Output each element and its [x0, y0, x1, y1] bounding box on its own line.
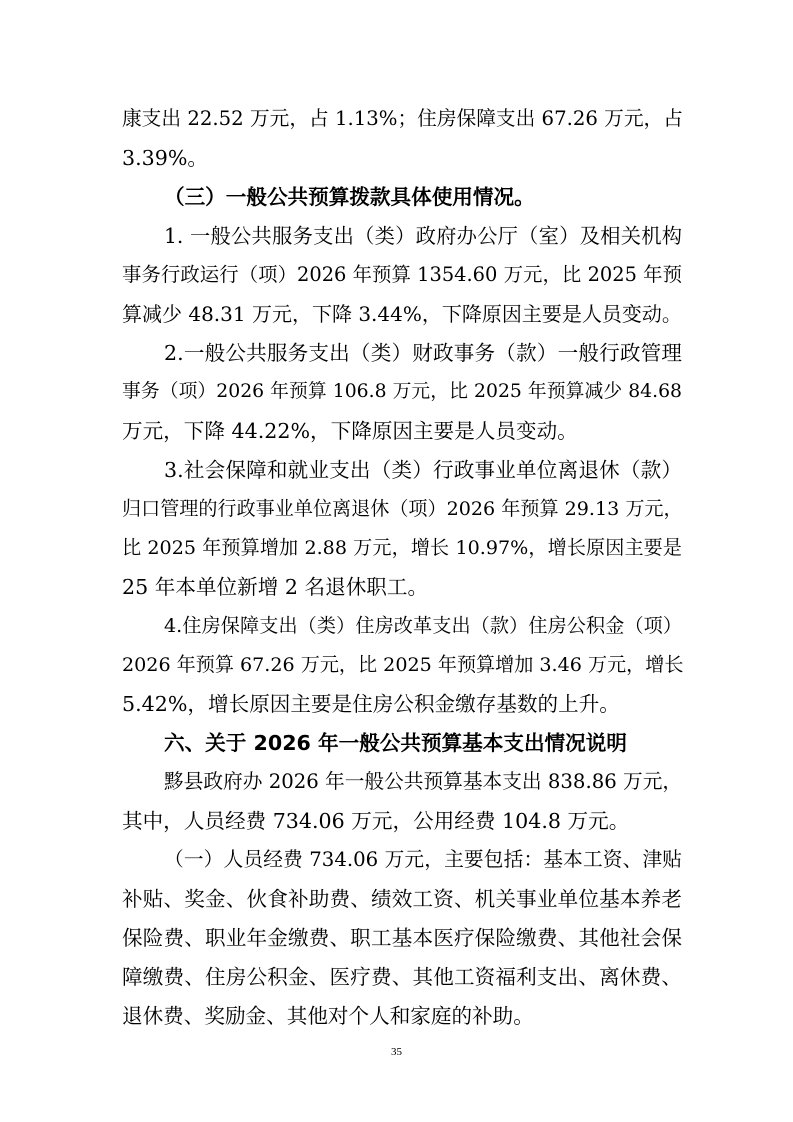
text-line-20: （一）人员经费 734.06 万元，主要包括：基本工资、津贴 [164, 848, 682, 871]
page-number: 35 [391, 1046, 402, 1058]
text-line-14: 4.住房保障支出（类）住房改革支出（款）住房公积金（项） [164, 614, 682, 637]
text-line-22: 保险费、职业年金缴费、职工基本医疗保险缴费、其他社会保 [122, 926, 682, 950]
section-heading-6: 六、关于 2026 年一般公共预算基本支出情况说明 [164, 731, 627, 755]
section-heading-3: （三）一般公共预算拨款具体使用情况。 [164, 185, 535, 209]
text-line-21: 补贴、奖金、伙食补助费、绩效工资、机关事业单位基本养老 [122, 887, 682, 911]
text-line-13: 25 年本单位新增 2 名退休职工。 [122, 575, 429, 599]
text-line-2: 3.39%。 [122, 146, 209, 170]
text-line-7: 2.一般公共服务支出（类）财政事务（款）一般行政管理 [164, 341, 682, 365]
text-line-8: 事务（项）2026 年预算 106.8 万元，比 2025 年预算减少 84.68 [122, 381, 682, 402]
text-line-12: 比 2025 年预算增加 2.88 万元，增长 10.97%，增长原因主要是 [122, 536, 682, 559]
text-line-19: 其中，人员经费 734.06 万元，公用经费 104.8 万元。 [122, 809, 630, 833]
text-line-1: 康支出 22.52 万元，占 1.13%；住房保障支出 67.26 万元，占 [122, 107, 683, 130]
text-line-4: 1. 一般公共服务支出（类）政府办公厅（室）及相关机构 [164, 224, 682, 248]
text-line-9: 万元，下降 44.22%，下降原因主要是人员变动。 [122, 419, 578, 443]
text-line-23: 障缴费、住房公积金、医疗费、其他工资福利支出、离休费、 [122, 965, 682, 989]
text-line-18: 黟县政府办 2026 年一般公共预算基本支出 838.86 万元， [164, 770, 683, 793]
text-line-11: 归口管理的行政事业单位离退休（项）2026 年预算 29.13 万元， [122, 497, 683, 520]
text-line-16: 5.42%，增长原因主要是住房公积金缴存基数的上升。 [122, 692, 620, 716]
text-line-24: 退休费、奖励金、其他对个人和家庭的补助。 [122, 1004, 534, 1028]
text-line-15: 2026 年预算 67.26 万元，比 2025 年预算增加 3.46 万元，增长 [122, 653, 684, 676]
text-line-5: 事务行政运行（项）2026 年预算 1354.60 万元，比 2025 年预 [122, 263, 682, 286]
text-line-10: 3.社会保障和就业支出（类）行政事业单位离退休（款） [164, 458, 682, 482]
text-line-6: 算减少 48.31 万元，下降 3.44%，下降原因主要是人员变动。 [122, 302, 682, 326]
